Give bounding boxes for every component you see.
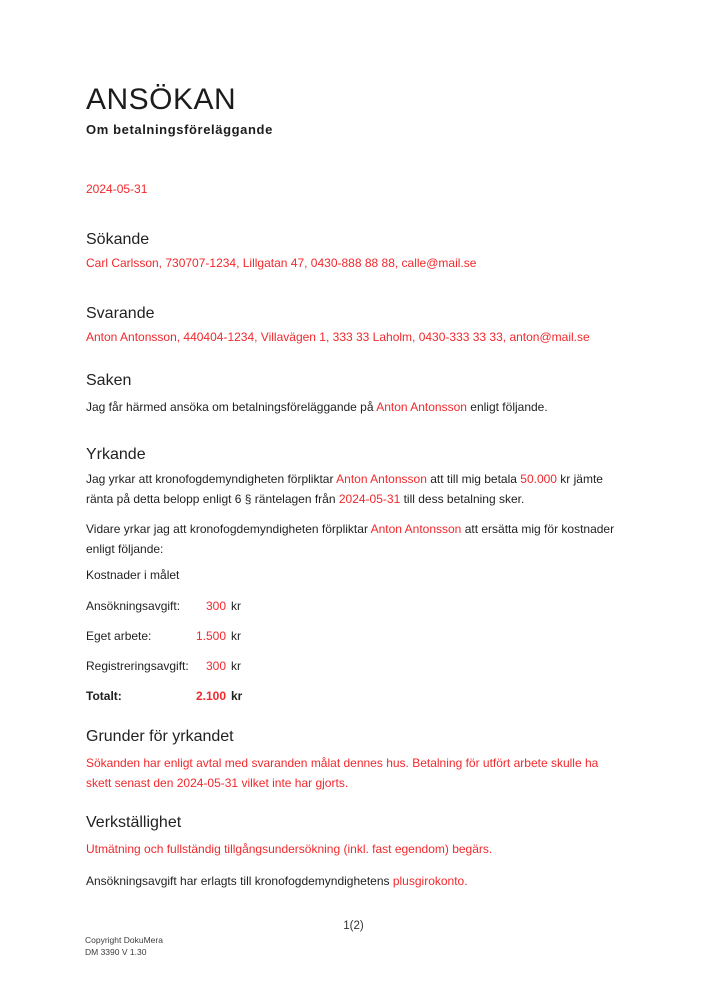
- cost-unit: kr: [231, 599, 241, 613]
- saken-segment-respondent-name: Anton Antonsson: [376, 400, 467, 414]
- svarande-heading: Svarande: [86, 305, 155, 322]
- document-title: ANSÖKAN: [86, 83, 237, 116]
- sokande-heading: Sökande: [86, 231, 150, 248]
- cost-amount: 1.500: [196, 629, 227, 643]
- yrkande-respondent-name: Anton Antonsson: [370, 522, 462, 536]
- saken-segment: enligt följande.: [466, 400, 548, 414]
- saken-segment: Jag får härmed ansöka om betalningsföreläggande på: [86, 400, 377, 414]
- svarande-details: Anton Antonsson, 440404-1234, Villavägen 1, 333 33 Laholm, 0430-333 33 33, anton@mail.se: [86, 330, 590, 344]
- verkstallighet-request: Utmätning och fullständig tillgångsundersökning (inkl. fast egendom) begärs.: [86, 842, 493, 856]
- yrkande-paragraph-2: [86, 519, 626, 559]
- copyright-block: [85, 934, 163, 958]
- section-sokande: [86, 230, 626, 273]
- cost-label: Ansökningsavgift:: [86, 599, 181, 613]
- verkstallighet-fee-note: [86, 871, 626, 891]
- section-yrkande: [86, 445, 626, 705]
- page-number: 1(2): [343, 920, 364, 932]
- section-verkstallighet: [86, 813, 626, 891]
- cost-row-application-fee: [86, 598, 626, 615]
- sokande-details: Carl Carlsson, 730707-1234, Lillgatan 47, 0430-888 88 88, calle@mail.se: [86, 256, 477, 270]
- cost-label: Eget arbete:: [86, 629, 152, 643]
- yrkande-segment: kr jämte ränta på detta belopp enligt 6 § räntelagen från: [86, 472, 603, 506]
- yrkande-claim-amount: 50.000: [520, 472, 557, 486]
- yrkande-segment: att till mig betala: [426, 472, 521, 486]
- cost-unit: kr: [231, 659, 241, 673]
- cost-amount: 300: [205, 659, 226, 673]
- yrkande-segment: Jag yrkar att kronofogdemyndigheten förpliktar: [86, 472, 337, 486]
- yrkande-interest-date: 2024-05-31: [338, 492, 401, 506]
- costs-title: Kostnader i målet: [86, 568, 180, 582]
- fee-note-account: plusgirokonto.: [392, 874, 468, 888]
- verkstallighet-heading: Verkställighet: [86, 814, 182, 831]
- grunder-heading: Grunder för yrkandet: [86, 728, 234, 745]
- section-svarande: [86, 304, 626, 347]
- document-subtitle: Om betalningsföreläggande: [86, 122, 273, 137]
- cost-label: Registreringsavgift:: [86, 659, 189, 673]
- section-saken: [86, 371, 626, 417]
- cost-row-total: [86, 688, 626, 705]
- cost-row-registration-fee: [86, 658, 626, 675]
- cost-total-amount: 2.100: [196, 689, 227, 703]
- cost-unit: kr: [231, 629, 241, 643]
- cost-row-own-work: [86, 628, 626, 645]
- yrkande-segment: till dess betalning sker.: [400, 492, 525, 506]
- yrkande-paragraph-1: [86, 469, 626, 509]
- cost-amount: 300: [205, 599, 226, 613]
- grunder-body: Sökanden har enligt avtal med svaranden målat dennes hus. Betalning för utfört arbete skulle ha skett senast den 2024-05-31 vilket inte har gjorts.: [86, 756, 599, 790]
- yrkande-segment: Vidare yrkar jag att kronofogdemyndigheten förpliktar: [86, 522, 371, 536]
- section-grunder: [86, 727, 626, 793]
- yrkande-respondent-name: Anton Antonsson: [336, 472, 427, 486]
- document-version: DM 3390 V 1.30: [85, 947, 147, 957]
- cost-label: Totalt:: [86, 689, 122, 703]
- document-date: 2024-05-31: [86, 182, 148, 196]
- yrkande-segment: att ersätta mig för kostnader enligt följande:: [86, 522, 615, 556]
- copyright-line: Copyright DokuMera: [85, 935, 163, 945]
- yrkande-heading: Yrkande: [86, 446, 146, 463]
- cost-unit: kr: [231, 689, 243, 703]
- fee-note-segment: Ansökningsavgift har erlagts till kronofogdemyndighetens: [86, 874, 393, 888]
- saken-body: [86, 397, 626, 417]
- saken-heading: Saken: [86, 372, 132, 389]
